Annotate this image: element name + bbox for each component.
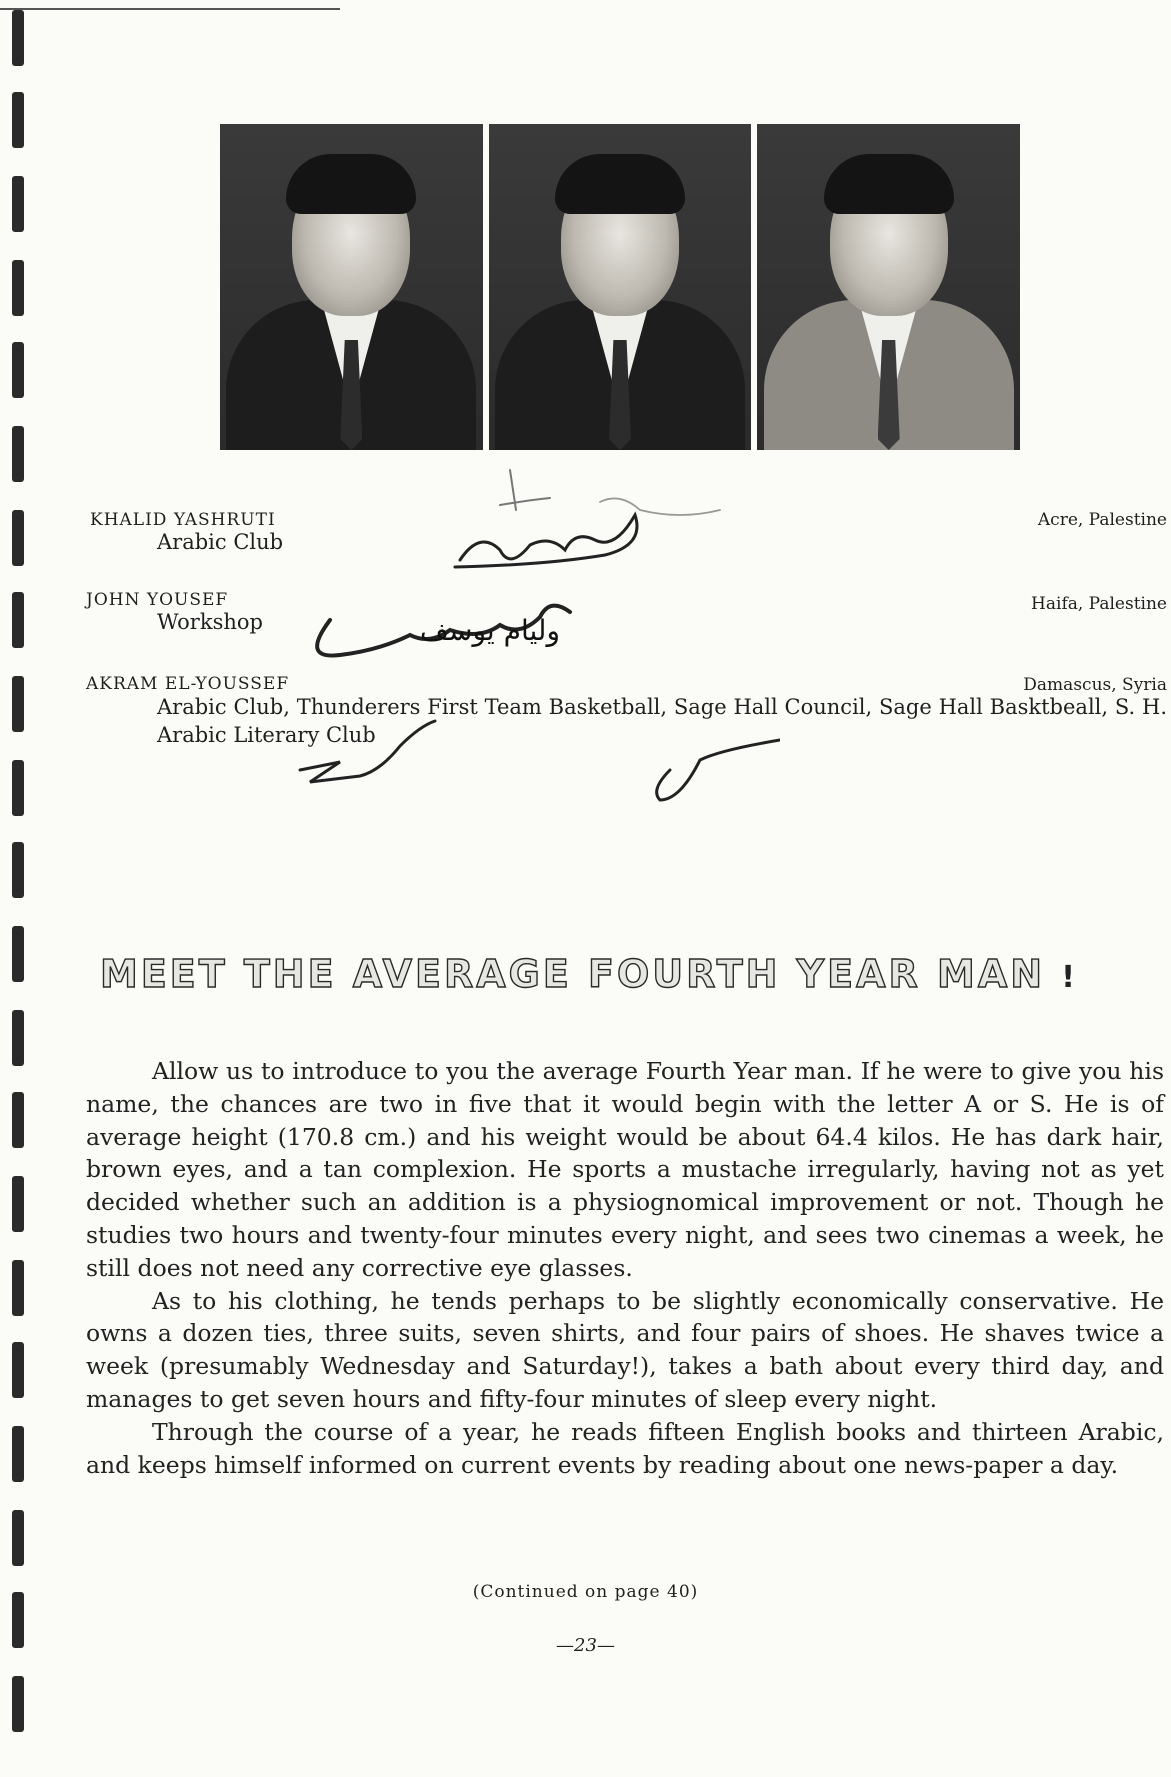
entry-1-activities: Arabic Club — [157, 530, 284, 554]
entry-3-hometown: Damascus, Syria — [1023, 675, 1167, 695]
continued-note: (Continued on page 40) — [472, 1582, 699, 1602]
portrait-photos — [220, 124, 1020, 450]
heading-text: MEET THE AVERAGE FOURTH YEAR MAN — [100, 952, 1046, 996]
entry-2-hometown: Haifa, Palestine — [1031, 594, 1167, 614]
entry-1-hometown: Acre, Palestine — [1037, 510, 1167, 530]
article-body — [86, 1055, 1164, 1481]
article-paragraph-2: As to his clothing, he tends perhaps to be slightly economically conservative. He owns a dozen ties, three suits, seven shirts, and four pairs of shoes. He shaves twice a week (presumably Wednesday and Saturday!), takes a bath about every third day, and manages to get seven hours and fifty-four minutes of sleep every night. — [86, 1286, 1164, 1413]
entry-2-name: JOHN YOUSEF — [86, 590, 229, 610]
entry-3-activities: Arabic Club, Thunderers First Team Basketball, Sage Hall Council, Sage Hall Basktbeall, S. H. Arabic Literary Club — [157, 695, 1167, 747]
spiral-binding — [8, 0, 30, 1777]
portrait-photo-3 — [757, 124, 1020, 450]
entry-2-activities: Workshop — [157, 610, 263, 634]
handwritten-signatures — [280, 460, 780, 820]
portrait-photo-2 — [489, 124, 752, 450]
article-paragraph-1: Allow us to introduce to you the average Fourth Year man. If he were to give you his name, the chances are two in five that it would begin with the letter A or S. He is of average height (170.8 cm.) and his weight would be about 64.4 kilos. He has dark hair, brown eyes, and a tan complexion. He sports a mustache irregularly, having not as yet decided whether such an addition is a physiognomical improvement or not. Though he studies two hours and twenty-four minutes every night, and sees two cinemas a week, he still does not need any corrective eye glasses. — [86, 1057, 1164, 1282]
portrait-photo-1 — [220, 124, 483, 450]
heading-punctuation: ! — [1061, 960, 1078, 995]
article-heading — [100, 952, 1150, 996]
arabic-signature: وليام يوسف — [420, 614, 560, 647]
page-number: —23— — [556, 1635, 615, 1656]
entry-1-name: KHALID YASHRUTI — [90, 510, 276, 530]
article-paragraph-3: Through the course of a year, he reads fifteen English books and thirteen Arabic, and keeps himself informed on current events by reading about one news-paper a day. — [86, 1417, 1164, 1479]
entry-3-name: AKRAM EL-YOUSSEF — [86, 674, 290, 694]
top-edge-line — [0, 8, 340, 10]
